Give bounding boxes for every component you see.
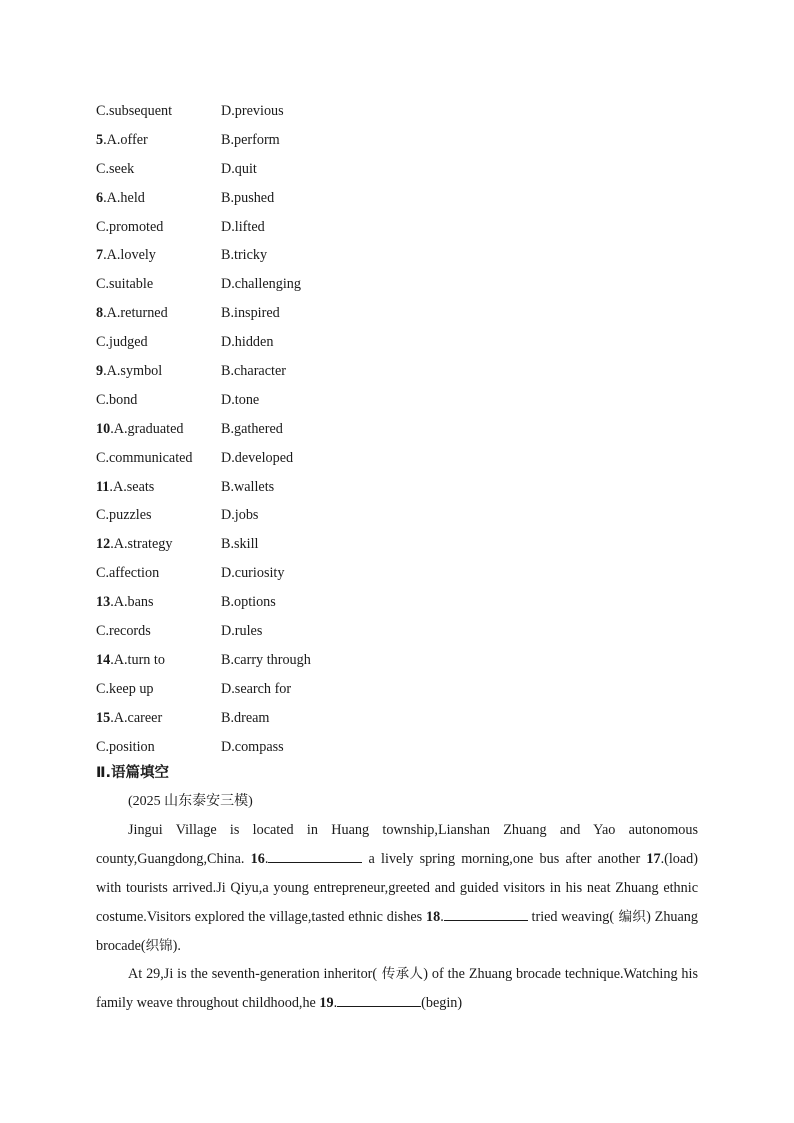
option-row (96, 501, 696, 530)
option-right: D.hidden (221, 334, 274, 351)
option-row (96, 415, 696, 444)
option-right: B.skill (221, 536, 259, 553)
option-text: .A.turn to (110, 651, 165, 668)
option-left (96, 704, 162, 733)
option-right: B.wallets (221, 478, 275, 495)
option-left (96, 155, 134, 184)
option-right: B.options (221, 594, 276, 611)
option-row (96, 530, 696, 559)
option-row (96, 559, 696, 588)
question-number: 12 (96, 536, 111, 553)
option-row (96, 444, 696, 473)
question-number: 14 (96, 651, 111, 668)
option-left (96, 97, 172, 126)
annotation-text: 织锦 (145, 937, 173, 954)
option-left (96, 501, 152, 530)
option-row (96, 299, 696, 328)
option-left (96, 444, 193, 473)
option-row (96, 155, 696, 184)
option-text: C.judged (96, 334, 148, 351)
option-right: D.challenging (221, 276, 301, 293)
option-left (96, 559, 159, 588)
blank-18[interactable] (444, 906, 528, 921)
option-left (96, 617, 151, 646)
option-row (96, 270, 696, 299)
option-text: .A.symbol (103, 363, 163, 380)
question-number: 13 (96, 594, 111, 611)
option-left (96, 415, 183, 444)
option-right: D.lifted (221, 218, 265, 235)
option-left (96, 473, 154, 502)
option-row (96, 357, 696, 386)
blank-16[interactable] (268, 848, 362, 863)
passage-text: tried weaving( (527, 908, 615, 925)
option-row (96, 617, 696, 646)
option-right: D.compass (221, 738, 284, 755)
option-row (96, 97, 696, 126)
section-title: Ⅱ.语篇填空 (96, 765, 170, 781)
passage-text: . (333, 994, 338, 1011)
option-right: B.perform (221, 131, 280, 148)
option-row (96, 386, 696, 415)
option-left (96, 675, 154, 704)
question-number: 15 (96, 709, 111, 726)
option-left (96, 328, 148, 357)
option-right: B.dream (221, 709, 270, 726)
option-left (96, 126, 148, 155)
option-text: C.puzzles (96, 507, 152, 524)
passage-text: ) Zhuang brocade( (96, 908, 698, 954)
option-left (96, 184, 145, 213)
answer-options-list (96, 97, 696, 761)
blank-19[interactable] (337, 992, 421, 1007)
passage-text: Jingui Village is located in Huang township,Lianshan Zhuang and Yao autonomous county,Guangdong,China. (96, 822, 698, 867)
passage-text: ). (172, 937, 181, 954)
option-right: B.character (221, 363, 286, 380)
question-number: 11 (96, 478, 110, 495)
option-right: B.tricky (221, 247, 268, 264)
option-right: B.inspired (221, 305, 280, 322)
option-left (96, 386, 137, 415)
question-number-19: 19 (319, 994, 334, 1011)
passage-paragraph-2 (96, 960, 698, 1018)
option-text: C.bond (96, 391, 138, 408)
passage-text: .(load) with tourists arrived.Ji Qiyu,a young entrepreneur,greeted and guided visitors in his neat Zhuang ethnic costume.Visitors explored the village,tasted ethnic dishes (96, 850, 699, 925)
option-right: D.tone (221, 391, 260, 408)
option-text: .A.bans (110, 594, 154, 611)
option-row (96, 328, 696, 357)
question-number: 9 (96, 363, 104, 380)
option-right: B.gathered (221, 420, 283, 437)
annotation-text: 传承人 (377, 966, 424, 982)
option-right: D.search for (221, 680, 292, 697)
option-text: C.suitable (96, 276, 154, 293)
option-text: .A.strategy (110, 536, 173, 553)
option-row (96, 704, 696, 733)
option-text: C.seek (96, 160, 135, 177)
passage-text: . (440, 908, 444, 925)
option-text: C.affection (96, 565, 160, 582)
option-text: .A.graduated (110, 420, 184, 437)
option-left (96, 213, 163, 242)
option-right: D.rules (221, 623, 263, 640)
annotation-text: 编织 (614, 908, 647, 925)
option-left (96, 299, 168, 328)
option-text: C.subsequent (96, 103, 173, 119)
option-left (96, 733, 155, 762)
question-number-16: 16 (250, 850, 265, 867)
question-number: 8 (96, 305, 104, 322)
option-right: D.curiosity (221, 565, 285, 582)
question-number: 5 (96, 131, 104, 148)
option-left (96, 270, 153, 299)
option-left (96, 530, 172, 559)
question-number-18: 18 (426, 908, 441, 925)
option-right: D.previous (221, 103, 284, 119)
passage-text: . (264, 850, 269, 867)
passage-text: (begin) (421, 994, 463, 1011)
option-row (96, 241, 696, 270)
option-text: C.communicated (96, 449, 193, 466)
option-left (96, 588, 154, 617)
option-row (96, 646, 696, 675)
option-text: .A.offer (103, 131, 148, 148)
passage-text: At 29,Ji is the seventh-generation inheritor( (128, 966, 378, 982)
option-left (96, 646, 165, 675)
question-number: 10 (96, 420, 111, 437)
option-text: .A.returned (103, 305, 168, 322)
option-row (96, 733, 696, 762)
question-number-17: 17 (646, 850, 661, 867)
passage-text: a lively spring morning,one bus after another (362, 850, 647, 867)
option-row (96, 126, 696, 155)
option-right: D.quit (221, 160, 257, 177)
passage-paragraph-1 (96, 816, 698, 961)
passage-text: ) of the Zhuang brocade technique.Watching his family weave throughout childhood,he (96, 966, 698, 1011)
option-left (96, 357, 162, 386)
option-left (96, 241, 156, 270)
option-text: C.position (96, 738, 155, 755)
option-text: C.promoted (96, 218, 164, 235)
option-text: C.records (96, 623, 151, 640)
option-right: D.jobs (221, 507, 259, 524)
option-row (96, 588, 696, 617)
option-text: .A.seats (109, 478, 155, 495)
option-text: .A.career (110, 709, 163, 726)
option-right: D.developed (221, 449, 294, 466)
option-right: B.pushed (221, 189, 275, 206)
option-text: C.keep up (96, 680, 154, 697)
option-text: .A.held (103, 189, 145, 206)
option-row (96, 473, 696, 502)
source-note: (2025 山东泰安三模) (128, 794, 253, 809)
option-right: B.carry through (221, 651, 311, 668)
option-row (96, 184, 696, 213)
option-row (96, 675, 696, 704)
question-number: 7 (96, 247, 104, 264)
option-text: .A.lovely (103, 247, 156, 264)
question-number: 6 (96, 189, 104, 206)
option-row (96, 213, 696, 242)
